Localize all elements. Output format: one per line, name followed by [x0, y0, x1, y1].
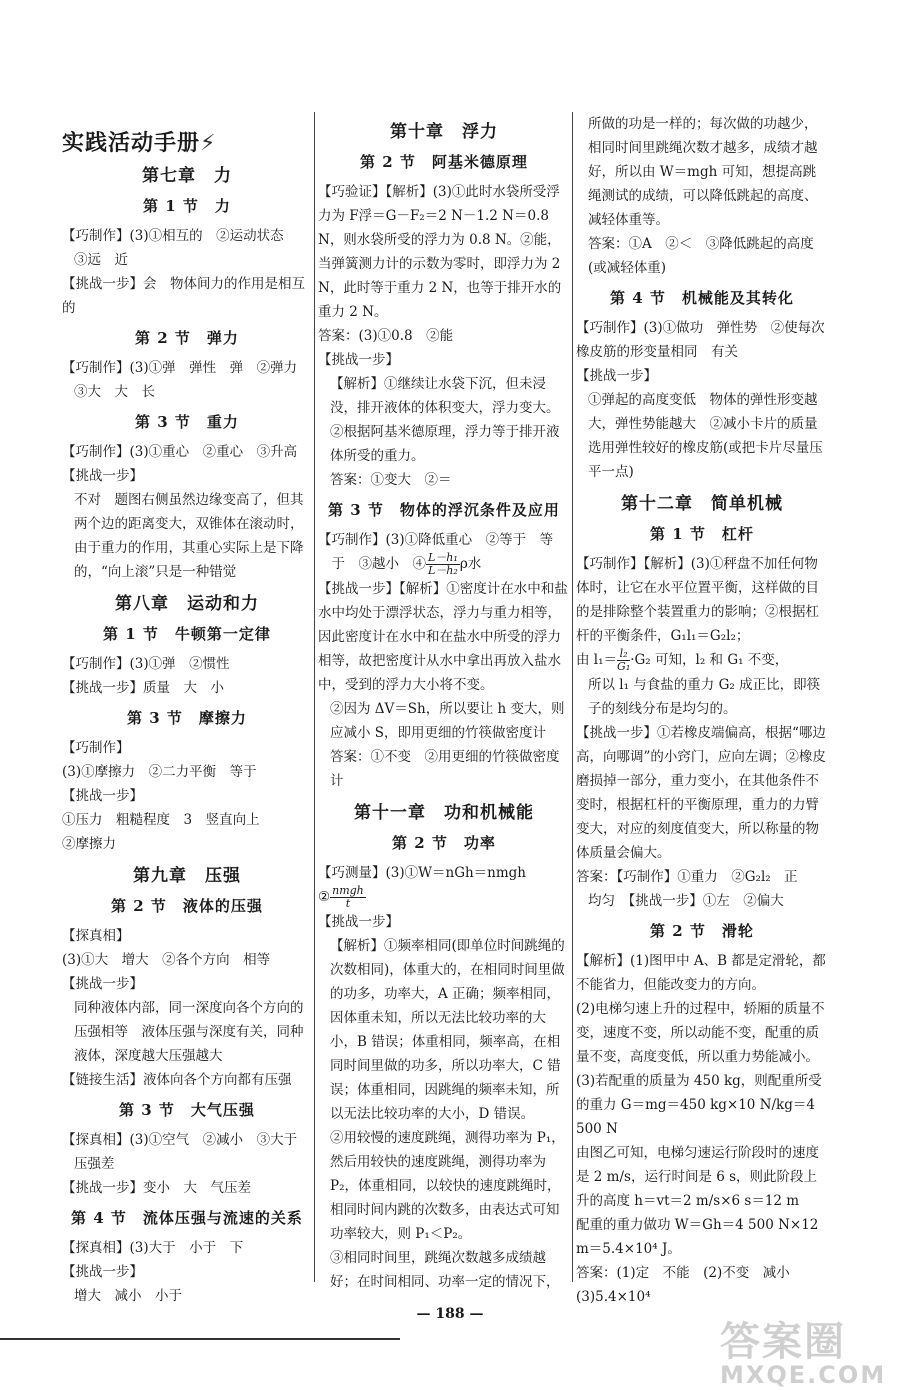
- column-divider-right: [572, 112, 573, 1282]
- answer-text: 【巧验证】【解析】(3)①此时水袋所受浮力为 F浮＝G－F₂＝2 N－1.2 N＝0.8 N，则水袋所受的浮力为 0.8 N。②能，当弹簧测力计的示数为零时，即浮力为 2 N，此时等于重力 2 N，也等于排开水的重力 2 N。: [318, 184, 562, 320]
- answer-text: 【巧制作】【解析】(3)①秤盘不加任何物体时，让它在水平位置平衡，这样做的目的是排除整个装置重力的影响；②根据杠杆的平衡条件，G₁l₁＝G₂l₂；: [576, 556, 819, 644]
- fraction: [330, 885, 366, 910]
- section-heading: 第 1 节 牛顿第一定律: [103, 625, 271, 643]
- section-heading: 第 1 节 力: [143, 197, 231, 215]
- answer-text: 【挑战一步】: [318, 914, 399, 930]
- answer-text: 【巧制作】(3)①弹 弹性 弹 ②弹力: [62, 360, 298, 376]
- answer-text: 增大 减小 小于: [74, 1288, 182, 1304]
- watermark-logo: [720, 1310, 890, 1389]
- answer-text: 答案：(1)定 不能 (2)不变 减小: [576, 1265, 790, 1281]
- answer-text: 【巧测量】(3)①W＝nGh＝nmgh: [318, 865, 527, 881]
- answer-text: ①压力 粗糙程度 3 竖直向上: [62, 812, 260, 828]
- column-left-body: [62, 164, 312, 1308]
- section-heading: 第 4 节 流体压强与流速的关系: [71, 1209, 303, 1227]
- page-number: — 188 —: [416, 1306, 484, 1322]
- column-right: [576, 112, 831, 1309]
- fraction: [617, 648, 630, 673]
- answer-text: ①弹起的高度变低 物体的弹性形变越大，弹性势能越大 ②减小卡片的质量 选用弹性较好的橡皮筋(或把卡片尽量压平一点): [588, 392, 831, 480]
- section-heading: 第 2 节 滑轮: [650, 922, 754, 940]
- answer-text: 【探真相】: [62, 928, 130, 944]
- answer-text: 【链接生活】液体向各个方向都有压强: [62, 1072, 292, 1088]
- chapter-heading: 第七章 力: [142, 166, 232, 186]
- section-heading: 第 4 节 机械能及其转化: [610, 289, 794, 307]
- chapter-heading: 第十一章 功和机械能: [354, 803, 534, 823]
- answer-text: 所以 l₁ 与食盐的重力 G₂ 成正比，即筷子的刻线分布是均匀的。: [588, 677, 821, 717]
- answer-text: 答案：①不变 ②用更细的竹筷做密度计: [330, 749, 560, 789]
- section-heading: 第 2 节 弹力: [135, 329, 239, 347]
- column-middle: [318, 112, 570, 1294]
- answer-text: 答案：①A ②＜ ③降低跳起的高度(或减轻体重): [588, 236, 814, 276]
- answer-text: 【挑战一步】①若橡皮端偏高，根据“哪边高，向哪调”的小窍门，应向左调；②橡皮磨损掉一部分，重力变小，在其他条件不变时，根据杠杆的平衡原理，重力的力臂变大，对应的刻度值变大，所以称量的物体质量会偏大。: [576, 725, 826, 861]
- answer-text: 【挑战一步】: [62, 976, 143, 992]
- answer-text: 【探真相】(3)①空气 ②减小 ③大于: [62, 1132, 298, 1148]
- answer-text: 配重的重力做功 W＝Gh＝4 500 N×12 m＝5.4×10⁴ J。: [576, 1217, 819, 1257]
- formula-suffix: ρ水: [459, 556, 482, 572]
- answer-text: ③远 近: [74, 252, 128, 268]
- answer-text: 答案：①变大 ②＝: [330, 472, 452, 488]
- answer-text: 【挑战一步】质量 大 小: [62, 680, 224, 696]
- answer-text: (3)①大 增大 ②各个方向 相等: [62, 952, 271, 968]
- chapter-heading: 第十章 浮力: [390, 122, 498, 142]
- answer-text: (3)5.4×10⁴: [576, 1289, 651, 1305]
- section-heading: 第 1 节 杠杆: [650, 525, 754, 543]
- answer-text: 【巧制作】(3)①弹 ②惯性: [62, 656, 230, 672]
- fraction: [426, 552, 460, 577]
- answer-text: 答案：【巧制作】①重力 ②G₂l₂ 正: [576, 869, 798, 885]
- answer-text: 所做的功是一样的；每次做的功越少，相同时间里跳绳次数才越多，成绩才越好，所以由 W＝mgh 可知，想提高跳绳测试的成绩，可以降低跳起的高度、减轻体重等。: [588, 116, 818, 228]
- answer-text: 【挑战一步】: [62, 468, 143, 484]
- section-heading: 第 3 节 大气压强: [119, 1101, 255, 1119]
- answer-text: 【巧制作】: [62, 740, 130, 756]
- fraction-denominator: G₁: [617, 660, 631, 673]
- formula-prefix: 于 ③越小 ④: [318, 556, 426, 572]
- fraction-numerator: L－h₁: [428, 551, 458, 564]
- fraction-numerator: l₂: [617, 648, 630, 661]
- answer-text: 【巧制作】(3)①重心 ②重心 ③升高: [62, 444, 298, 460]
- footer-rule: [0, 1338, 400, 1340]
- answer-text: 【挑战一步】【解析】①密度计在水中和盐水中均处于漂浮状态，浮力与重力相等，因此密度计在水中和在盐水中所受的浮力相等，故把密度计从水中拿出再放入盐水中，受到的浮力大小将不变。: [318, 581, 568, 693]
- fraction-denominator: L－h₂: [428, 564, 458, 577]
- answer-text: 均匀 【挑战一步】①左 ②偏大: [588, 893, 784, 909]
- answer-text: 【巧制作】(3)①降低重心 ②等于 等: [318, 532, 554, 548]
- answer-text: 同种液体内部，同一深度向各个方向的压强相等 液体压强与深度有关，同种液体，深度越大压强越大: [74, 1000, 304, 1064]
- answer-text: 【解析】(1)图甲中 A、B 都是定滑轮，都不能省力，但能改变力的方向。: [576, 953, 826, 993]
- column-right-body: [576, 112, 831, 1309]
- answer-text: ③大 大 长: [74, 384, 155, 400]
- column-left: [62, 112, 312, 1308]
- answer-text: ③相同时间里，跳绳次数越多成绩越好；在时间相同、功率一定的情况下，: [330, 1250, 560, 1290]
- answer-text: ②摩擦力: [62, 836, 116, 852]
- answer-text: 【挑战一步】: [318, 352, 399, 368]
- answer-text: 【解析】①继续让水袋下沉，但未浸没，排开液体的体积变大，浮力变大。②根据阿基米德原理，浮力等于排开液体所受的重力。: [330, 376, 560, 464]
- lightning-icon: ⚡: [200, 131, 217, 156]
- formula-line: [576, 648, 828, 673]
- fraction-denominator: t: [345, 897, 351, 910]
- answer-text: 【挑战一步】变小 大 气压差: [62, 1180, 251, 1196]
- answer-text: ②用较慢的速度跳绳，测得功率为 P₁，然后用较快的速度跳绳，测得功率为 P₂，体重相同，以较快的速度跳绳时，相同时间内跳的次数多，由表达式可知功率较大，则 P₁＜P₂。: [330, 1130, 565, 1242]
- answer-text: 【探真相】(3)大于 小于 下: [62, 1240, 244, 1256]
- banner-title: [62, 132, 312, 156]
- section-heading: 第 3 节 重力: [135, 413, 239, 431]
- formula-suffix: ·G₂ 可知，l₂ 和 G₁ 不变，: [630, 652, 789, 668]
- answer-text: 【挑战一步】: [62, 788, 143, 804]
- answer-text: (3)若配重的质量为 450 kg，则配重所受的重力 G＝mg＝450 kg×10 N/kg＝4 500 N: [576, 1073, 822, 1137]
- section-heading: 第 2 节 液体的压强: [111, 897, 263, 915]
- fraction-numerator: nmgh: [332, 884, 364, 897]
- watermark-line1: 答案圈: [720, 1319, 846, 1365]
- chapter-heading: 第十二章 简单机械: [621, 494, 783, 514]
- answer-text: 由图乙可知，电梯匀速运行阶段时的速度是 2 m/s，运行时间是 6 s，则此阶段上升的高度 h＝vt＝2 m/s×6 s＝12 m: [576, 1145, 819, 1209]
- column-divider-left: [314, 112, 315, 1282]
- banner-text: 实践活动手册: [62, 131, 201, 156]
- answer-text: 【挑战一步】: [576, 368, 657, 384]
- answer-text: 【挑战一步】会 物体间力的作用是相互的: [62, 276, 305, 316]
- answer-text: (3)①摩擦力 ②二力平衡 等于: [62, 764, 257, 780]
- column-middle-body: [318, 120, 570, 1294]
- formula-line: [318, 552, 570, 577]
- answer-text: (2)电梯匀速上升的过程中，轿厢的质量不变，速度不变，所以动能不变，配重的质量不变，高度变低，所以重力势能减小。: [576, 1001, 825, 1065]
- answer-text: 【巧制作】(3)①做功 弹性势 ②使每次橡皮筋的形变量相同 有关: [576, 320, 825, 360]
- section-heading: 第 3 节 摩擦力: [127, 709, 247, 727]
- section-heading: 第 2 节 阿基米德原理: [360, 153, 528, 171]
- watermark-line2: MXQE.COM: [720, 1361, 887, 1389]
- answer-text: 压强差: [74, 1156, 115, 1172]
- answer-text: 不对 题图右侧虽然边缘变高了，但其两个边的距离变大，双锥体在滚动时，由于重力的作用，其重心实际上是下降的，“向上滚”只是一种错觉: [74, 492, 304, 580]
- answer-text: 【解析】①频率相同(即单位时间跳绳的次数相同)，体重大的，在相同时间里做的功多，功率大，A 正确；频率相同，因体重未知，所以无法比较功率的大小，B 错误；体重相同，频率高，在相同时间里做的功多，所以功率大，C 错误；体重相同，因跳绳的频率未知，所以无法比较功率的大小，D 错误。: [330, 938, 565, 1122]
- formula-line: [318, 885, 570, 910]
- formula-prefix: ②: [318, 889, 331, 905]
- answer-text: 答案：(3)①0.8 ②能: [318, 328, 454, 344]
- chapter-heading: 第九章 压强: [133, 866, 241, 886]
- answer-text: ②因为 ΔV＝Sh，所以要让 h 变大，则应减小 S，即用更细的竹筷做密度计: [330, 701, 565, 741]
- section-heading: 第 3 节 物体的浮沉条件及应用: [328, 501, 560, 519]
- section-heading: 第 2 节 功率: [392, 834, 496, 852]
- formula-prefix: 由 l₁＝: [576, 652, 618, 668]
- chapter-heading: 第八章 运动和力: [115, 594, 259, 614]
- answer-text: 【挑战一步】: [62, 1264, 143, 1280]
- answer-text: 【巧制作】(3)①相互的 ②运动状态: [62, 228, 284, 244]
